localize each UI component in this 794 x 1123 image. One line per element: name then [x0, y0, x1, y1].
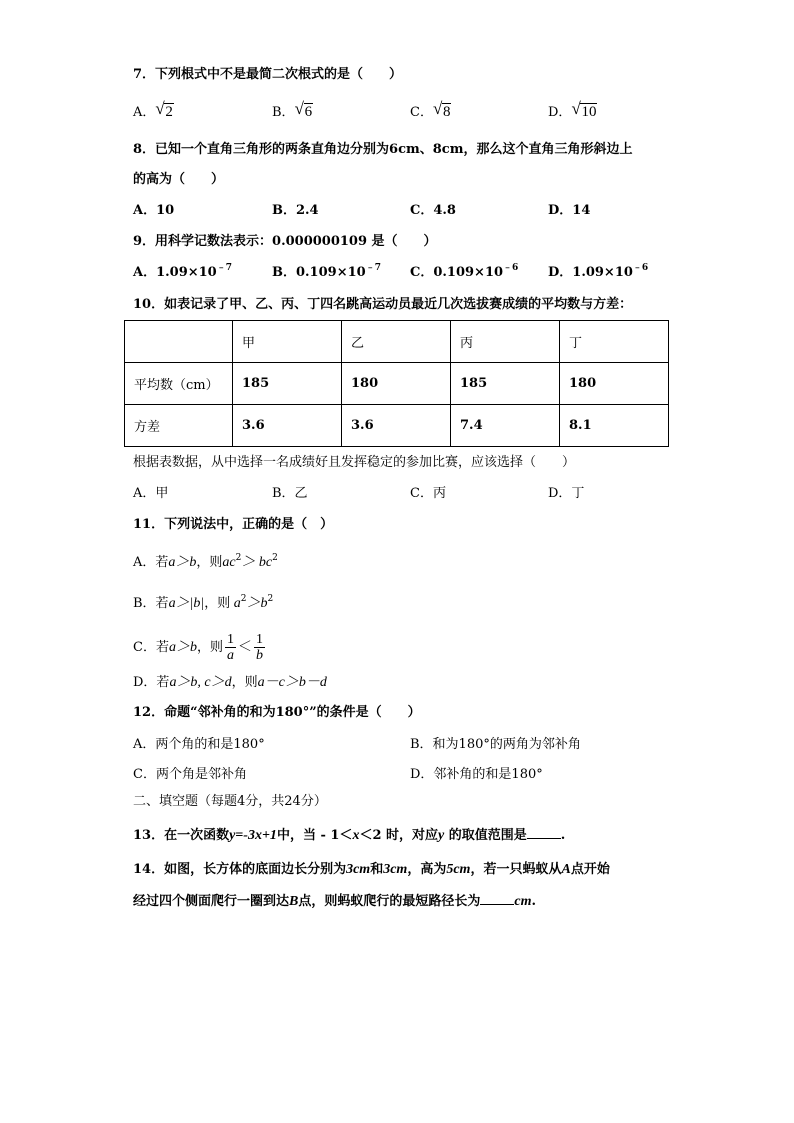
q13-stem: 13．在一次函数y=-3x+1中，当 - 1＜x＜2 时，对应y 的取值范围是 . [133, 828, 566, 843]
q12-option-a[interactable]: A．两个角的和是180° [133, 737, 265, 752]
q7-option-b[interactable]: B． √ 6 [272, 99, 313, 120]
sqrt-icon: √ 6 [294, 99, 313, 120]
answer-blank[interactable] [480, 892, 514, 905]
table-cell: 180 [560, 363, 669, 405]
q9-stem: 9．用科学记数法表示：0.000000109 是（ ） [133, 234, 437, 249]
q10-option-c[interactable]: C．丙 [410, 486, 446, 501]
table-cell [125, 321, 233, 363]
q12-option-b[interactable]: B．和为180°的两角为邻补角 [410, 737, 581, 752]
q9-option-c[interactable]: C．$0.109\times 10^{﹣6}$ [410, 263, 519, 280]
answer-blank[interactable] [527, 826, 561, 839]
q7-option-a[interactable]: A． √ 2 [133, 99, 173, 120]
q9-option-d[interactable]: D．$1.09\times 10^{﹣6}$ [548, 263, 649, 280]
q8-option-c[interactable]: C．4.8 [410, 203, 456, 218]
q14-stem-line2: 经过四个侧面爬行一圈到达B点，则蚂蚁爬行的最短路径长为 cm. [133, 894, 537, 909]
q10-option-d[interactable]: D．丁 [548, 486, 585, 501]
table-cell: 丙 [451, 321, 560, 363]
table-cell: 乙 [342, 321, 451, 363]
q10-option-b[interactable]: B．乙 [272, 486, 308, 501]
table-cell: 7.4 [451, 405, 560, 447]
table-cell: 平均数（cm） [125, 363, 233, 405]
table-header-row [125, 321, 669, 363]
fraction-1-over-b: $\frac{1}{b}$ [255, 632, 263, 663]
q9-option-b[interactable]: B．$0.109\times 10^{﹣7}$ [272, 263, 381, 280]
q12-option-d[interactable]: D．邻补角的和是180° [410, 767, 543, 782]
q8-option-d[interactable]: D．14 [548, 203, 591, 218]
sqrt-icon: √ 8 [432, 99, 451, 120]
sqrt-icon: √ 2 [155, 99, 173, 120]
q10-data-table [124, 320, 669, 447]
q11-option-b[interactable]: B．若a＞|b|，则 $a^2>b^2$ [133, 594, 274, 611]
q11-stem: 11．下列说法中，正确的是（ ） [133, 517, 334, 532]
q14-stem-line1: 14．如图，长方体的底面边长分别为3cm和3cm，高为5cm，若一只蚂蚁从A点开始 [133, 862, 610, 877]
q7-stem: 7．下列根式中不是最简二次根式的是（ ） [133, 67, 403, 82]
q9-option-a[interactable]: A．$1.09\times 10^{﹣7}$ [133, 263, 232, 280]
table-cell: 185 [233, 363, 342, 405]
q8-option-b[interactable]: B．2.4 [272, 203, 319, 218]
sqrt-icon: √ 10 [571, 99, 597, 120]
q7-option-c[interactable]: C． √ 8 [410, 99, 451, 120]
q7-option-d[interactable]: D． √ 10 [548, 99, 597, 120]
section-title: 二、填空题（每题4分，共24分） [133, 794, 327, 809]
table-cell: 185 [451, 363, 560, 405]
q12-option-c[interactable]: C．两个角是邻补角 [133, 767, 247, 782]
q8-stem-line2: 的高为（ ） [133, 172, 225, 187]
q11-option-a[interactable]: A．若a＞b，则$ac^2> bc^2$ [133, 553, 278, 570]
q11-option-d[interactable]: D．若a＞b, c＞d，则a－c＞b－d [133, 675, 327, 690]
q10-stem: 10．如表记录了甲、乙、丙、丁四名跳高运动员最近几次选拔赛成绩的平均数与方差： [133, 297, 633, 312]
table-cell: 丁 [560, 321, 669, 363]
q11-option-c[interactable]: C．若a＞b，则 $\frac{1}{a}$ ＜ $\frac{1}{b}$ [133, 632, 263, 663]
table-cell: 甲 [233, 321, 342, 363]
table-cell: 3.6 [342, 405, 451, 447]
table-cell: 3.6 [233, 405, 342, 447]
table-cell: 8.1 [560, 405, 669, 447]
table-row [125, 363, 669, 405]
q8-stem-line1: 8．已知一个直角三角形的两条直角边分别为6cm、8cm，那么这个直角三角形斜边上 [133, 142, 633, 157]
table-row [125, 405, 669, 447]
fraction-1-over-a: $\frac{1}{a}$ [226, 632, 234, 663]
q8-option-a[interactable]: A．10 [133, 203, 175, 218]
q10-after: 根据表数据，从中选择一名成绩好且发挥稳定的参加比赛，应该选择（ ） [133, 455, 576, 470]
q10-option-a[interactable]: A．甲 [133, 486, 169, 501]
table-cell: 方差 [125, 405, 233, 447]
q12-stem: 12．命题“邻补角的和为180°”的条件是（ ） [133, 705, 421, 720]
table-cell: 180 [342, 363, 451, 405]
